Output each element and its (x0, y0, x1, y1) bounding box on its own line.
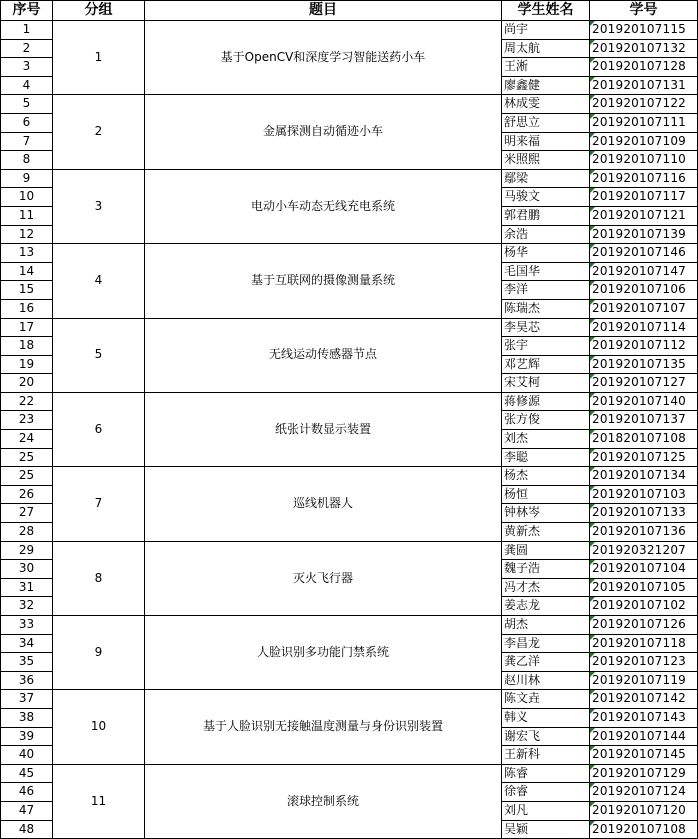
student-name-cell[interactable]: 杨华 (502, 244, 590, 263)
seq-cell[interactable]: 36 (1, 671, 53, 690)
seq-cell[interactable]: 6 (1, 113, 53, 132)
table-row (1, 318, 698, 337)
student-id-cell[interactable]: 201920107132 (590, 39, 698, 58)
header-group: 分组 (53, 1, 145, 21)
student-name-cell[interactable]: 林成雯 (502, 95, 590, 114)
student-name-cell[interactable]: 胡杰 (502, 616, 590, 635)
seq-cell[interactable]: 46 (1, 783, 53, 802)
seq-cell[interactable]: 23 (1, 411, 53, 430)
table-row (1, 764, 698, 783)
student-name-cell[interactable]: 韩义 (502, 708, 590, 727)
student-name-cell[interactable]: 黄新杰 (502, 523, 590, 542)
seq-cell[interactable]: 45 (1, 764, 53, 783)
student-id-cell[interactable]: 201920107111 (590, 113, 698, 132)
student-id-cell[interactable]: 201920107144 (590, 727, 698, 746)
group-cell[interactable]: 6 (53, 392, 145, 466)
seq-cell[interactable]: 18 (1, 337, 53, 356)
student-name-cell[interactable]: 李昌龙 (502, 634, 590, 653)
student-id-cell[interactable]: 201920107136 (590, 523, 698, 542)
student-id-cell[interactable]: 201920107115 (590, 21, 698, 40)
student-id-cell[interactable]: 201920321207 (590, 541, 698, 560)
topic-cell[interactable]: 人脸识别多功能门禁系统 (145, 616, 502, 690)
group-cell[interactable]: 5 (53, 318, 145, 392)
seq-cell[interactable]: 26 (1, 485, 53, 504)
student-name-cell[interactable]: 王淅 (502, 58, 590, 77)
student-name-cell[interactable]: 冯才杰 (502, 578, 590, 597)
seq-cell[interactable]: 4 (1, 76, 53, 95)
header-id: 学号 (590, 1, 698, 21)
student-name-cell[interactable]: 杨杰 (502, 467, 590, 486)
student-name-cell[interactable]: 宋艾柯 (502, 374, 590, 393)
seq-cell[interactable]: 9 (1, 169, 53, 188)
seq-cell[interactable]: 1 (1, 21, 53, 40)
seq-cell[interactable]: 24 (1, 430, 53, 449)
group-cell[interactable]: 1 (53, 21, 145, 95)
student-id-cell[interactable]: 201920107116 (590, 169, 698, 188)
student-id-cell[interactable]: 201920107137 (590, 411, 698, 430)
seq-cell[interactable]: 25 (1, 467, 53, 486)
student-name-cell[interactable]: 张宇 (502, 337, 590, 356)
student-name-cell[interactable]: 明来福 (502, 132, 590, 151)
seq-cell[interactable]: 10 (1, 188, 53, 207)
student-id-cell[interactable]: 201920107134 (590, 467, 698, 486)
group-cell[interactable]: 4 (53, 244, 145, 318)
seq-cell[interactable]: 34 (1, 634, 53, 653)
student-id-cell[interactable]: 201920107106 (590, 281, 698, 300)
student-id-cell[interactable]: 201920107128 (590, 58, 698, 77)
student-name-cell[interactable]: 魏子浩 (502, 560, 590, 579)
student-name-cell[interactable]: 龚圆 (502, 541, 590, 560)
group-cell[interactable]: 11 (53, 764, 145, 838)
student-id-cell[interactable]: 201920107143 (590, 708, 698, 727)
seq-cell[interactable]: 3 (1, 58, 53, 77)
seq-cell[interactable]: 13 (1, 244, 53, 263)
student-id-cell[interactable]: 201920107110 (590, 151, 698, 170)
group-cell[interactable]: 9 (53, 616, 145, 690)
student-id-cell[interactable]: 201920107120 (590, 801, 698, 820)
topic-cell[interactable]: 基于人脸识别无接触温度测量与身份识别装置 (145, 690, 502, 764)
table-row (1, 95, 698, 114)
student-name-cell[interactable]: 毛国华 (502, 262, 590, 281)
header-row (1, 1, 698, 21)
student-id-cell[interactable]: 201920107117 (590, 188, 698, 207)
seq-cell[interactable]: 32 (1, 597, 53, 616)
student-id-cell[interactable]: 201820107108 (590, 430, 698, 449)
student-id-cell[interactable]: 201920107121 (590, 206, 698, 225)
student-id-cell[interactable]: 201920107108 (590, 820, 698, 839)
seq-cell[interactable]: 47 (1, 801, 53, 820)
topic-cell[interactable]: 电动小车动态无线充电系统 (145, 169, 502, 243)
student-name-cell[interactable]: 李聪 (502, 448, 590, 467)
student-name-cell[interactable]: 廖鑫健 (502, 76, 590, 95)
header-name: 学生姓名 (502, 1, 590, 21)
seq-cell[interactable]: 40 (1, 746, 53, 765)
seq-cell[interactable]: 29 (1, 541, 53, 560)
seq-cell[interactable]: 35 (1, 653, 53, 672)
student-name-cell[interactable]: 李洋 (502, 281, 590, 300)
student-id-cell[interactable]: 201920107126 (590, 616, 698, 635)
student-name-cell[interactable]: 陈睿 (502, 764, 590, 783)
seq-cell[interactable]: 38 (1, 708, 53, 727)
student-name-cell[interactable]: 余浩 (502, 225, 590, 244)
student-name-cell[interactable]: 米照熙 (502, 151, 590, 170)
seq-cell[interactable]: 16 (1, 299, 53, 318)
student-name-cell[interactable]: 陈瑞杰 (502, 299, 590, 318)
topic-cell[interactable]: 基于OpenCV和深度学习智能送药小车 (145, 21, 502, 95)
student-id-cell[interactable]: 201920107114 (590, 318, 698, 337)
student-id-cell[interactable]: 201920107140 (590, 392, 698, 411)
seq-cell[interactable]: 14 (1, 262, 53, 281)
table-row (1, 392, 698, 411)
student-name-cell[interactable]: 钟林岑 (502, 504, 590, 523)
student-id-cell[interactable]: 201920107109 (590, 132, 698, 151)
header-seq: 序号 (1, 1, 53, 21)
student-name-cell[interactable]: 张方俊 (502, 411, 590, 430)
seq-cell[interactable]: 31 (1, 578, 53, 597)
seq-cell[interactable]: 8 (1, 151, 53, 170)
student-id-cell[interactable]: 201920107112 (590, 337, 698, 356)
student-id-cell[interactable]: 201920107146 (590, 244, 698, 263)
seq-cell[interactable]: 12 (1, 225, 53, 244)
student-name-cell[interactable]: 周太航 (502, 39, 590, 58)
student-id-cell[interactable]: 201920107129 (590, 764, 698, 783)
student-name-cell[interactable]: 刘凡 (502, 801, 590, 820)
header-topic: 题目 (145, 1, 502, 21)
student-name-cell[interactable]: 舒思立 (502, 113, 590, 132)
topic-cell[interactable]: 基于互联网的摄像测量系统 (145, 244, 502, 318)
student-id-cell[interactable]: 201920107139 (590, 225, 698, 244)
topic-cell[interactable]: 金属探测自动循迹小车 (145, 95, 502, 169)
seq-cell[interactable]: 20 (1, 374, 53, 393)
seq-cell[interactable]: 19 (1, 355, 53, 374)
student-id-cell[interactable]: 201920107125 (590, 448, 698, 467)
student-name-cell[interactable]: 徐睿 (502, 783, 590, 802)
student-id-cell[interactable]: 201920107145 (590, 746, 698, 765)
seq-cell[interactable]: 48 (1, 820, 53, 839)
student-name-cell[interactable]: 姜志龙 (502, 597, 590, 616)
topic-cell[interactable]: 巡线机器人 (145, 467, 502, 541)
student-id-cell[interactable]: 201920107122 (590, 95, 698, 114)
seq-cell[interactable]: 39 (1, 727, 53, 746)
table-row (1, 541, 698, 560)
student-name-cell[interactable]: 刘杰 (502, 430, 590, 449)
table-row (1, 690, 698, 709)
student-name-cell[interactable]: 吴颖 (502, 820, 590, 839)
student-name-cell[interactable]: 赵川林 (502, 671, 590, 690)
group-cell[interactable]: 8 (53, 541, 145, 615)
table-row (1, 169, 698, 188)
student-name-cell[interactable]: 尚宇 (502, 21, 590, 40)
topic-cell[interactable]: 无线运动传感器节点 (145, 318, 502, 392)
student-id-cell[interactable]: 201920107107 (590, 299, 698, 318)
seq-cell[interactable]: 22 (1, 392, 53, 411)
student-id-cell[interactable]: 201920107103 (590, 485, 698, 504)
seq-cell[interactable]: 11 (1, 206, 53, 225)
seq-cell[interactable]: 37 (1, 690, 53, 709)
seq-cell[interactable]: 33 (1, 616, 53, 635)
table-row (1, 616, 698, 635)
student-id-cell[interactable]: 201920107147 (590, 262, 698, 281)
student-id-cell[interactable]: 201920107119 (590, 671, 698, 690)
student-id-cell[interactable]: 201920107133 (590, 504, 698, 523)
student-name-cell[interactable]: 陈文垚 (502, 690, 590, 709)
seq-cell[interactable]: 7 (1, 132, 53, 151)
student-name-cell[interactable]: 邓艺辉 (502, 355, 590, 374)
student-id-cell[interactable]: 201920107124 (590, 783, 698, 802)
seq-cell[interactable]: 27 (1, 504, 53, 523)
student-name-cell[interactable]: 谢宏飞 (502, 727, 590, 746)
student-name-cell[interactable]: 郭君鹏 (502, 206, 590, 225)
seq-cell[interactable]: 30 (1, 560, 53, 579)
topic-cell[interactable]: 纸张计数显示装置 (145, 392, 502, 466)
table-row (1, 21, 698, 40)
student-name-cell[interactable]: 李昊芯 (502, 318, 590, 337)
student-id-cell[interactable]: 201920107102 (590, 597, 698, 616)
group-cell[interactable]: 3 (53, 169, 145, 243)
student-id-cell[interactable]: 201920107118 (590, 634, 698, 653)
student-name-cell[interactable]: 马骏文 (502, 188, 590, 207)
table-row (1, 244, 698, 263)
student-name-cell[interactable]: 王新科 (502, 746, 590, 765)
student-id-cell[interactable]: 201920107127 (590, 374, 698, 393)
group-cell[interactable]: 2 (53, 95, 145, 169)
seq-cell[interactable]: 2 (1, 39, 53, 58)
student-name-cell[interactable]: 龚乙洋 (502, 653, 590, 672)
student-id-cell[interactable]: 201920107123 (590, 653, 698, 672)
group-cell[interactable]: 7 (53, 467, 145, 541)
student-id-cell[interactable]: 201920107131 (590, 76, 698, 95)
seq-cell[interactable]: 15 (1, 281, 53, 300)
student-id-cell[interactable]: 201920107105 (590, 578, 698, 597)
student-id-cell[interactable]: 201920107142 (590, 690, 698, 709)
table-body (1, 21, 698, 839)
student-id-cell[interactable]: 201920107104 (590, 560, 698, 579)
student-name-cell[interactable]: 鄢梁 (502, 169, 590, 188)
group-cell[interactable]: 10 (53, 690, 145, 764)
seq-cell[interactable]: 17 (1, 318, 53, 337)
seq-cell[interactable]: 25 (1, 448, 53, 467)
student-name-cell[interactable]: 杨恒 (502, 485, 590, 504)
student-id-cell[interactable]: 201920107135 (590, 355, 698, 374)
student-name-cell[interactable]: 蒋修源 (502, 392, 590, 411)
seq-cell[interactable]: 28 (1, 523, 53, 542)
topic-cell[interactable]: 灭火飞行器 (145, 541, 502, 615)
topic-cell[interactable]: 滚球控制系统 (145, 764, 502, 838)
seq-cell[interactable]: 5 (1, 95, 53, 114)
table-row (1, 467, 698, 486)
